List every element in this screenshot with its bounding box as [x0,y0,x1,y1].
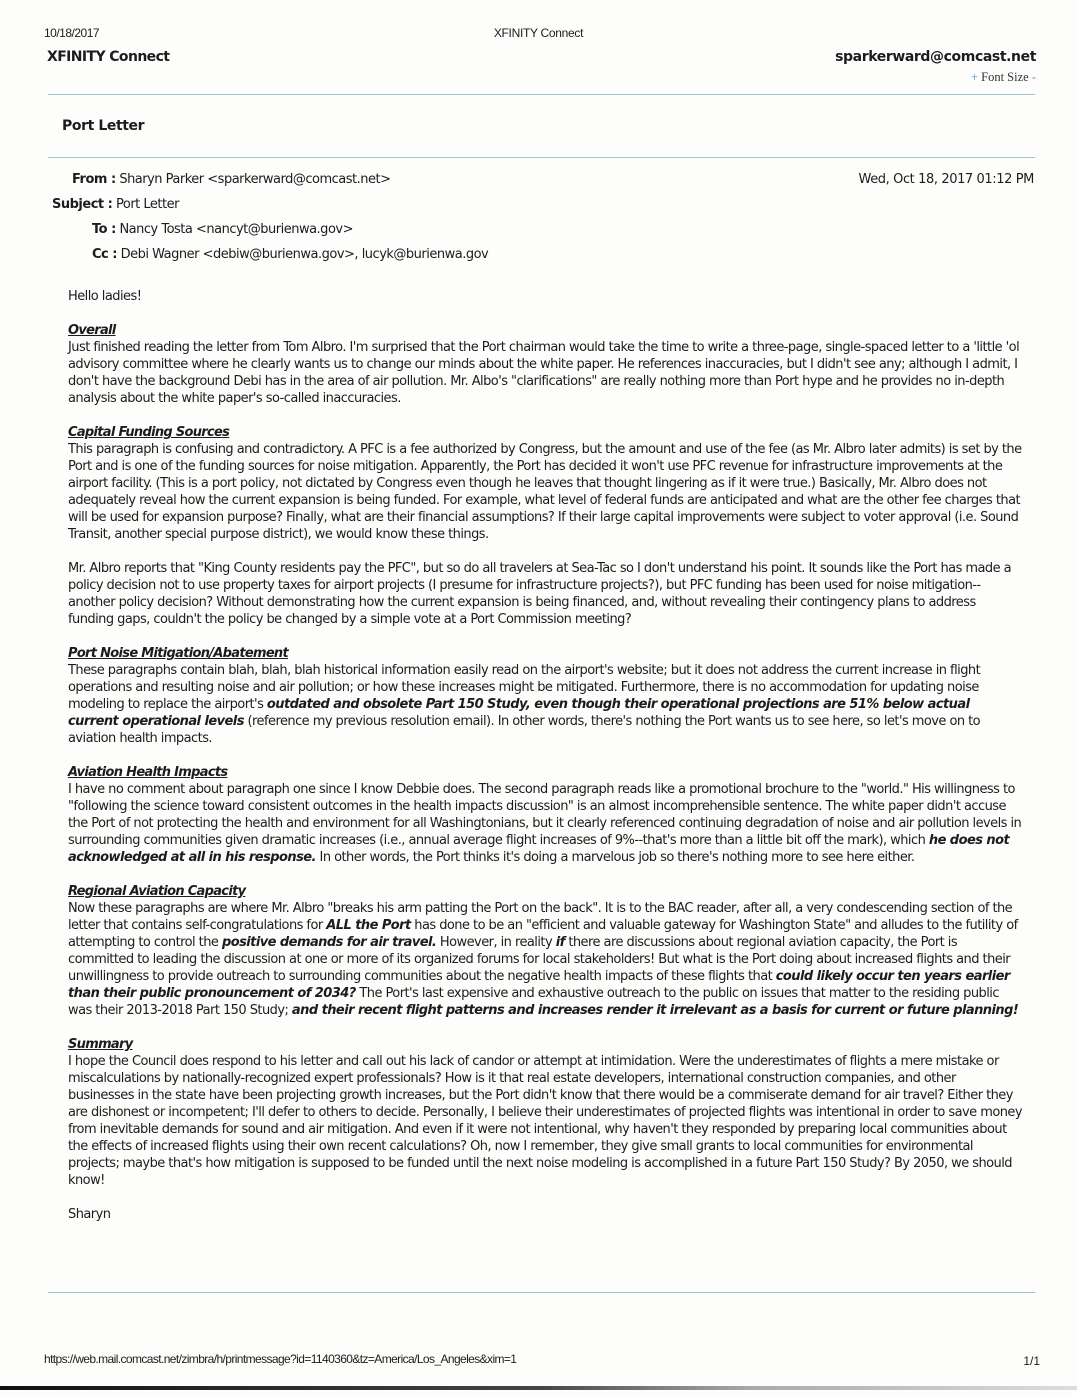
section-heading: Overall [68,323,116,338]
body-text: I have no comment about paragraph one since I know Debbie does. The second paragraph reads like a promotional brochure to the "world." His willingness to "following the science toward consistent outcomes in the health impacts discussion" is an almost incomprehensible sentence. The white paper didn't accuse the Port of not protecting the health and environment for all Washingtonians, but it clearly referenced continuing degradation of noise and air pollution levels in surrounding communities given dramatic increases (i.e., annual average flight increases of 9%--that's more than a little bit off the mark), which [68,782,1022,848]
section-paragraph [68,1053,1023,1189]
subject-label: Subject : [52,197,113,212]
message-sections [68,322,1023,1189]
section [68,322,1023,407]
print-date: 10/18/2017 [44,26,100,40]
section [68,883,1023,1019]
section [68,424,1023,628]
section-paragraph [68,339,1023,407]
from-value: Sharyn Parker <sparkerward@comcast.net> [119,172,391,187]
section-paragraph [68,441,1023,543]
font-size-increase-button[interactable]: + [970,70,978,84]
emphasis-text: outdated and obsolete Part 150 Study, even though their operational projections are 51% below actual current operational levels [68,697,970,729]
font-size-decrease-button[interactable]: - [1031,70,1036,84]
to-field [92,222,353,237]
to-value: Nancy Tosta <nancyt@burienwa.gov> [119,222,353,237]
print-url: https://web.mail.comcast.net/zimbra/h/printmessage?id=1140360&tz=America/Los_Angeles&xim=1 [44,1352,517,1366]
subject-divider [48,157,1035,158]
section [68,645,1023,747]
to-label: To : [92,222,116,237]
font-size-label: Font Size [981,70,1029,84]
body-text: Just finished reading the letter from Tom Albro. I'm surprised that the Port chairman would take the time to write a three-page, single-spaced letter to a 'little 'ol advisory committee where he clearly wants us to change our minds about the white paper. He references inaccuracies, but I didn't see any; although I admit, I don't have the background Debi has in the area of air pollution. Mr. Albo's "clarifications" are really nothing more than Port hype and he provides no in-depth analysis about the white paper's so-called inaccuracies. [68,340,1020,406]
section-heading: Summary [68,1037,133,1052]
section-heading: Capital Funding Sources [68,425,230,440]
body-text: I hope the Council does respond to his letter and call out his lack of candor or attempt at intimidation. Were the underestimates of flights a mere mistake or miscalculations by nationally-recognized expert professionals? How is it that real estate developers, international construction companies, and other businesses in the state have been projecting growth increases, but the Port didn't know that there would be a commiserate demand for air travel? Either they are dishonest or incompetent; I'll defer to others to decide. Personally, I believe their underestimates of projected flights was intentional in order to save money from inevitable demands for sound and air mitigation. And even if it were not intentional, why haven't they responded by preparing local communities about the effects of increased flights using their own recent calculations? Oh, now I remember, they give small grants to local communities for environmental projects; maybe that's how mitigation is supposed to be funded until the next noise modeling is accomplished in a future Part 150 Study? By 2050, we should know! [68,1054,1023,1188]
emphasis-text: if [555,935,565,950]
scan-edge [0,1386,1077,1390]
body-text: The Port's last expensive and exhaustive outreach to the public on issues that matter to the residing public was their 2013-2018 Part 150 Study; [68,986,999,1018]
body-text: Mr. Albro reports that "King County residents pay the PFC", but so do all travelers at Sea-Tac so I don't understand his point. It sounds like the Port has made a policy decision not to use property taxes for airport projects (I presume for infrastructure projects?), but PFC funding has been used for noise mitigation--another policy decision? Without demonstrating how the current expansion is being financed, and, without revealing their contingency plans to address funding gaps, couldn't the policy be changed by a simple vote at a Port Commission meeting? [68,561,1012,627]
cc-label: Cc : [92,247,117,262]
message-date: Wed, Oct 18, 2017 01:12 PM [858,172,1034,187]
message-body [68,288,1023,1240]
body-text: has done to be an "efficient and valuable gateway for Washington State" and alludes to the futility of attempting to control the [68,918,1018,950]
account-email: sparkerward@comcast.net [835,49,1036,65]
page-number: 1/1 [1023,1354,1040,1368]
emphasis-text: could likely occur ten years earlier than their public pronouncement of 2034? [68,969,1010,1001]
message-subject-title: Port Letter [62,118,145,134]
print-title: XFINITY Connect [493,26,584,40]
section-paragraph [68,900,1023,1019]
body-text: Now these paragraphs are where Mr. Albro "breaks his arm patting the Port on the back". It is to the BAC reader, after all, a very condescending section of the letter that contains self-congratulations for [68,901,1013,933]
from-field [72,172,391,187]
section [68,1036,1023,1189]
section-heading: Port Noise Mitigation/Abatement [68,646,289,661]
body-text: These paragraphs contain blah, blah, blah historical information easily read on the airport's website; but it does not address the current increase in flight operations and resulting noise and air pollution; or how these increases might be mitigated. Furthermore, there is no accommodation for updating noise modeling to replace the airport's [68,663,981,712]
body-text: In other words, the Port thinks it's doing a marvelous job so there's nothing more to see here either. [315,850,915,865]
section [68,764,1023,866]
subject-value: Port Letter [115,197,179,212]
body-text: (reference my previous resolution email). In other words, there's nothing the Port wants us to see here, so let's move on to aviation health impacts. [68,714,981,746]
section-paragraph [68,781,1023,866]
section-paragraph [68,560,1023,628]
emphasis-text: positive demands for air travel. [221,935,437,950]
body-text: there are discussions about regional aviation capacity, the Port is committed to leading the discussion at one or more of its organized forums for local stakeholders! But what is the Port doing about increased flights and their unwillingness to provide outreach to surrounding communities about the negative health impacts of these flights that [68,935,1011,984]
subject-field [52,197,179,212]
cc-value: Debi Wagner <debiw@burienwa.gov>, lucyk@burienwa.gov [120,247,489,262]
body-text: This paragraph is confusing and contradictory. A PFC is a fee authorized by Congress, but the amount and use of the fee (as Mr. Albro later admits) is set by the Port and is one of the funding sources for noise mitigation. Apparently, the Port has decided it won't use PFC revenue for infrastructure improvements at the airport facility. (This is a port policy, not dictated by Congress even though he leaves that thought lingering as if it were true.) Basically, Mr. Albro does not adequately reveal how the current expansion is being funded. For example, what level of federal funds are anticipated and what are the other fee charges that will be used for expansion purpose? Finally, what are their financial assumptions? If their large capital improvements were subject to voter approval (i.e. Sound Transit, another special purpose district), we would know these things. [68,442,1022,542]
emphasis-text: he does not acknowledged at all in his response. [68,833,1010,865]
section-heading: Regional Aviation Capacity [68,884,246,899]
section-heading: Aviation Health Impacts [68,765,228,780]
cc-field [92,247,488,262]
greeting: Hello ladies! [68,289,142,304]
header-divider [48,94,1035,95]
signature: Sharyn [68,1207,111,1222]
section-paragraph [68,662,1023,747]
body-text: However, in reality [436,935,556,950]
emphasis-text: ALL the Port [326,918,411,933]
from-label: From : [72,172,116,187]
app-brand: XFINITY Connect [47,49,170,65]
font-size-control [971,70,1036,85]
emphasis-text: and their recent flight patterns and increases render it irrelevant as a basis for current or future planning! [291,1003,1019,1018]
footer-divider [48,1292,1035,1293]
